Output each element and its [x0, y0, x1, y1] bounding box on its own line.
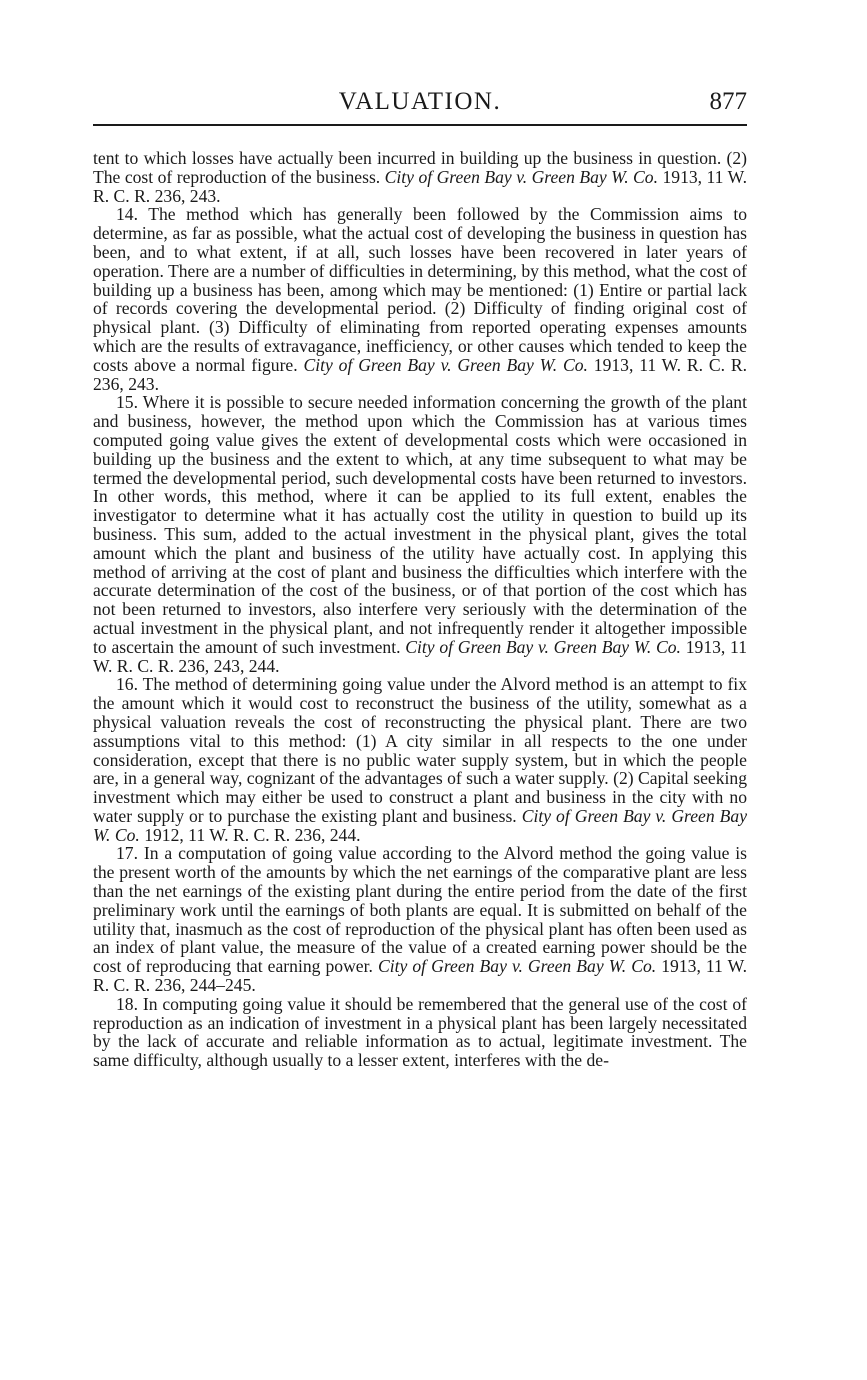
report-reference: 1912, 11 W. R. C. R. 236, 244.: [144, 824, 361, 845]
case-citation: City of Green Bay v. Green Bay W. Co.: [384, 166, 658, 187]
case-citation: City of Green Bay v. Green Bay W. Co.: [405, 636, 681, 657]
report-reference: 1913, 11 W. R. C. R. 236, 243, 244.: [93, 636, 748, 676]
page-header: [93, 88, 747, 122]
paragraph-text: 15. Where it is possible to secure needed information concerning the growth of the plant and business, however, the method upon which the Commission has at various times computed going value gives the extent of developmental costs which were occasioned in building up the business and the extent to which, at any time subsequent to what may be termed the developmental period, such developmental costs have been returned to investors. In other words, this method, where it can be applied to its full extent, enables the investigator to determine what it has actually cost the utility in question to build up its business. This sum, added to the actual investment in the physical plant, gives the total amount which the plant and business of the utility have actually cost. In applying this method of arriving at the cost of plant and business the difficulties which interfere with the accurate determination of the cost of the business, or of that portion of the cost which has not been returned to investors, also interfere very seriously with the determination of the actual investment in the physical plant, and not infrequently render it altogether impossible to ascertain the amount of such investment.: [93, 392, 747, 657]
case-citation: City of Green Bay v. Green Bay W. Co.: [377, 956, 657, 977]
paragraph-text: 16. The method of determining going value under the Alvord method is an attempt to fix the amount which it would cost to reconstruct the business of the utility, somewhat as a physical valuation reveals the cost of reconstructing the physical plant. There are two assumptions vital to this method: (1) A city similar in all respects to the one under consideration, except that there is no public water supply system, but in which the people are, in a general way, cognizant of the advantages of such a water supply. (2) Capital seeking investment which may either be used to construct a plant and business in the city with no water supply or to purchase the existing plant and business.: [93, 674, 747, 826]
paragraph-16: [93, 675, 747, 844]
paragraph-15: [93, 393, 747, 675]
paragraph-text: 18. In computing going value it should be remembered that the general use of the cost of reproduction as an indication of investment in a physical plant has been largely necessitated by the lack of accurate and reliable information as to actual, legitimate investment. The same difficulty, although usually to a lesser extent, interferes with the de-: [93, 993, 747, 1071]
body-text: [93, 149, 747, 1070]
report-reference: 1913, 11 W. R. C. R. 236, 243.: [93, 354, 748, 394]
header-rule: [93, 124, 747, 126]
paragraph-17: [93, 844, 747, 994]
paragraph-14: [93, 205, 747, 393]
case-citation: City of Green Bay v. Green Bay W. Co.: [303, 354, 588, 375]
paragraph-18: [93, 995, 747, 1070]
running-title: VALUATION.: [338, 88, 502, 115]
report-reference: 1913, 11 W. R. C. R. 236, 244–245.: [93, 956, 747, 996]
report-reference: 1913, 11 W. R. C. R. 236, 243.: [93, 166, 747, 206]
case-citation: City of Green Bay v. Green Bay W. Co.: [93, 805, 747, 845]
paragraph-text: tent to which losses have actually been incurred in building up the business in question. (2) The cost of reproduction of the business.: [93, 148, 747, 187]
paragraph-text: 17. In a computation of going value according to the Alvord method the going value is the present worth of the amounts by which the net earnings of the comparative plant are less than the net earnings of the existing plant during the entire period from the date of the first preliminary work until the earnings of both plants are equal. It is submitted on behalf of the utility that, inasmuch as the cost of reproduction of the physical plant has often been used as an index of plant value, the measure of the value of a created earning power should be the cost of reproducing that earning power.: [93, 843, 747, 977]
paragraph-text: 14. The method which has generally been followed by the Commission aims to determine, as far as possible, what the actual cost of developing the business in question has been, and to what extent, if at all, such losses have been recovered in later years of operation. There are a number of difficulties in determining, by this method, what the cost of building up a business has been, among which may be mentioned: (1) Entire or partial lack of records covering the developmental period. (2) Difficulty of finding original cost of physical plant. (3) Difficulty of eliminating from reported operating expenses amounts which are the results of extravagance, inefficiency, or other causes which tended to keep the costs above a normal figure.: [93, 204, 747, 375]
paragraph-continued: [93, 149, 747, 205]
page-number: 877: [709, 88, 747, 115]
